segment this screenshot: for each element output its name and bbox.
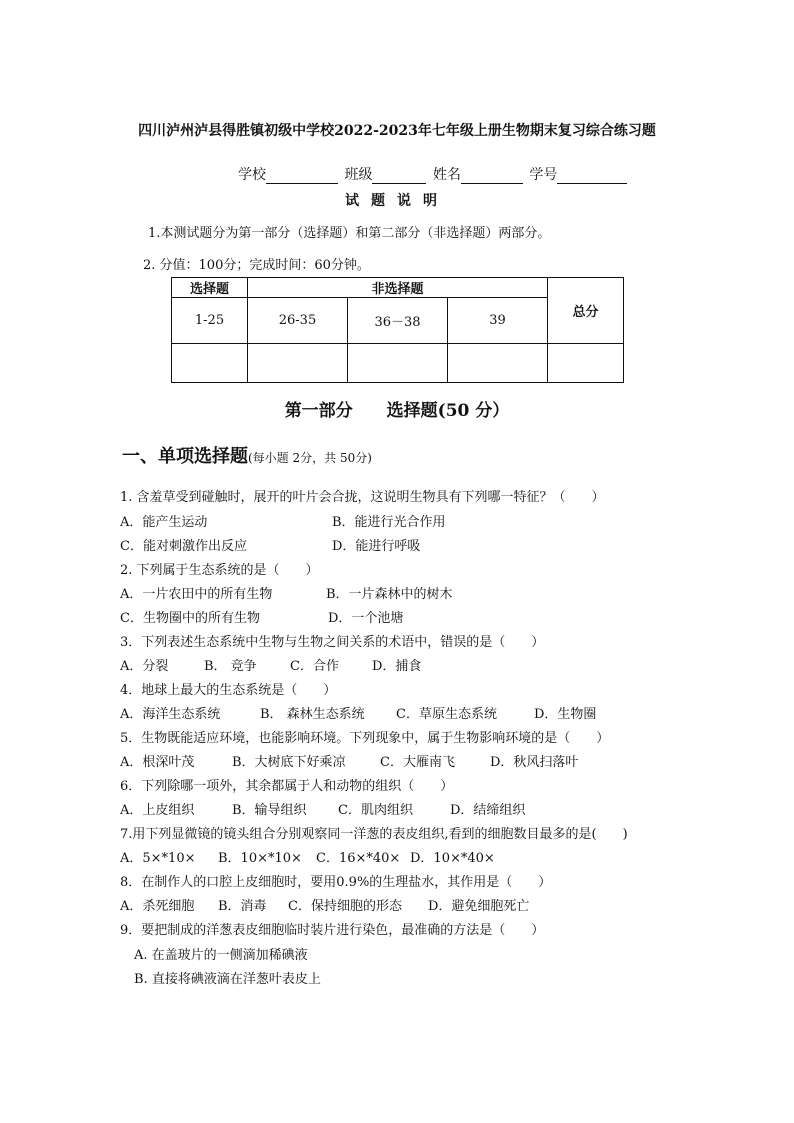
school-label: 学校 (238, 167, 266, 183)
option-b[interactable]: B．能进行光合作用 (332, 515, 446, 530)
option-a[interactable]: A．能产生运动 (120, 515, 208, 530)
option-d[interactable]: D．一个池塘 (328, 611, 404, 626)
option-b[interactable]: B． 森林生态系统 (260, 707, 365, 722)
question-9-stem: 9．要把制成的洋葱表皮细胞临时装片进行染色，最准确的方法是（ ） (120, 923, 545, 938)
option-d[interactable]: D．生物圈 (534, 707, 597, 722)
question-2-stem: 2. 下列属于生态系统的是（ ） (120, 563, 319, 578)
option-b[interactable]: B．10×*10× (218, 851, 302, 866)
option-c[interactable]: C．大雁南飞 (380, 755, 455, 770)
option-a[interactable]: A．一片农田中的所有生物 (120, 587, 273, 602)
name-label: 姓名 (432, 167, 461, 183)
option-c[interactable]: C．能对刺激作出反应 (120, 539, 247, 554)
option-b[interactable]: B． 竞争 (204, 659, 257, 674)
instructions-heading: 试题说明 (345, 193, 449, 209)
question-4-stem: 4．地球上最大的生态系统是（ ） (120, 683, 337, 698)
section1-title (122, 442, 372, 468)
option-c[interactable]: C．保持细胞的形态 (288, 899, 402, 914)
option-d[interactable]: D．秋风扫落叶 (490, 755, 579, 770)
range-3: 36－38 (348, 298, 448, 344)
option-c[interactable]: C．生物圈中的所有生物 (120, 611, 260, 626)
option-a[interactable]: A．分裂 (120, 659, 169, 674)
option-b[interactable]: B．输导组织 (232, 803, 307, 818)
option-d[interactable]: D．10×*40× (410, 851, 495, 866)
nonchoice-header: 非选择题 (248, 278, 548, 298)
option-c[interactable]: C．合作 (290, 659, 339, 674)
score-cell-2[interactable] (248, 344, 348, 383)
question-1-stem: 1. 含羞草受到碰触时，展开的叶片会合拢，这说明生物具有下列哪一特征？（ ） (120, 490, 605, 505)
section1-note: (每小题 2分，共 50分) (248, 451, 372, 465)
score-cell-total[interactable] (548, 344, 624, 383)
option-a[interactable]: A．杀死细胞 (120, 899, 195, 914)
note-1: 1.本测试题分为第一部分（选择题）和第二部分（非选择题）两部分。 (148, 226, 551, 241)
option-c[interactable]: C．16×*40× (316, 851, 401, 866)
student-info-row (238, 164, 629, 184)
option-d[interactable]: D．避免细胞死亡 (428, 899, 530, 914)
option-b[interactable]: B．一片森林中的树木 (326, 587, 453, 602)
question-8-stem: 8．在制作人的口腔上皮细胞时，要用0.9%的生理盐水，其作用是（ ） (120, 875, 552, 890)
class-field[interactable] (372, 169, 426, 184)
option-d[interactable]: D．结缔组织 (450, 803, 526, 818)
question-7-stem: 7.用下列显微镜的镜头组合分别观察同一洋葱的表皮组织,看到的细胞数目最多的是( ) (120, 827, 628, 842)
score-cell-4[interactable] (448, 344, 548, 383)
range-4: 39 (448, 298, 548, 344)
option-b[interactable]: B．大树底下好乘凉 (232, 755, 346, 770)
option-d[interactable]: D．捕食 (372, 659, 422, 674)
option-b[interactable]: B．消毒 (218, 899, 267, 914)
option-a[interactable]: A．5×*10× (120, 851, 196, 866)
range-2: 26-35 (248, 298, 348, 344)
question-5-stem: 5．生物既能适应环境，也能影响环境。下列现象中，属于生物影响环境的是（ ） (120, 731, 610, 746)
class-label: 班级 (344, 167, 373, 183)
question-3-stem: 3．下列表述生态系统中生物与生物之间关系的术语中，错误的是（ ） (120, 635, 545, 650)
score-cell-1[interactable] (172, 344, 248, 383)
total-header: 总分 (548, 278, 624, 344)
school-field[interactable] (266, 169, 338, 184)
option-c[interactable]: C．肌肉组织 (338, 803, 413, 818)
score-table (171, 277, 624, 383)
option-c[interactable]: C．草原生态系统 (396, 707, 497, 722)
choice-header: 选择题 (172, 278, 248, 298)
id-label: 学号 (529, 167, 558, 183)
question-9-option-a[interactable]: A. 在盖玻片的一侧滴加稀碘液 (134, 948, 308, 963)
document-title: 四川泸州泸县得胜镇初级中学校2022-2023年七年级上册生物期末复习综合练习题 (138, 123, 656, 139)
id-field[interactable] (557, 169, 627, 184)
part1-title: 第一部分 选择题(50 分） (284, 401, 510, 421)
section1-heading: 一、单项选择题 (122, 446, 248, 467)
option-a[interactable]: A．海洋生态系统 (120, 707, 221, 722)
name-field[interactable] (461, 169, 523, 184)
range-1: 1-25 (172, 298, 248, 344)
question-9-option-b[interactable]: B. 直接将碘液滴在洋葱叶表皮上 (134, 972, 321, 987)
option-a[interactable]: A．根深叶茂 (120, 755, 195, 770)
option-d[interactable]: D．能进行呼吸 (332, 539, 421, 554)
option-a[interactable]: A．上皮组织 (120, 803, 195, 818)
question-6-stem: 6．下列除哪一项外，其余都属于人和动物的组织（ ） (120, 779, 454, 794)
note-2: 2. 分值：100分；完成时间：60分钟。 (143, 258, 370, 273)
score-cell-3[interactable] (348, 344, 448, 383)
